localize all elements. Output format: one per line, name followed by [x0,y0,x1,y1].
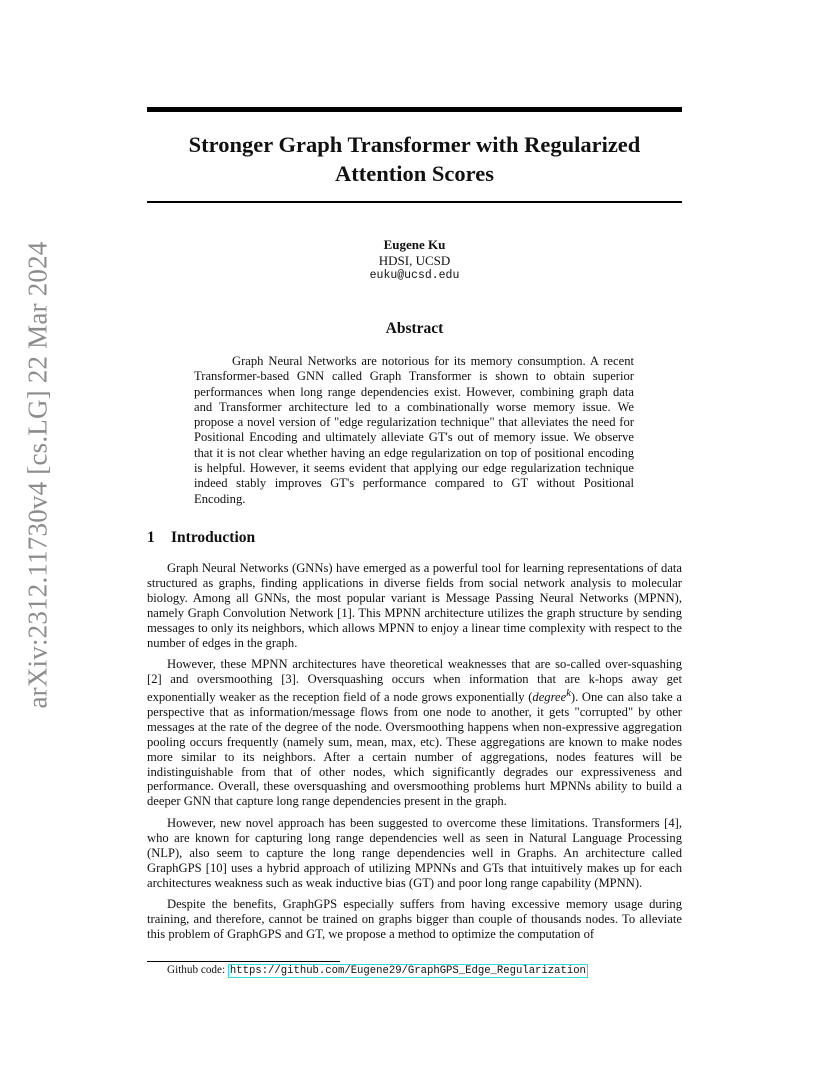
author-block [147,237,682,284]
arxiv-stamp [18,241,58,709]
paper-title: Stronger Graph Transformer with Regularized Attention Scores [188,132,641,186]
introduction-body [147,561,682,948]
title-bottom-rule [147,201,682,203]
math-degree: degree [532,690,567,705]
paragraph: However, new novel approach has been suggested to overcome these limitations. Transformers [4], who are known for capturing long range dependencies well as seen in Natural Language Processing (NLP), also seem to capture the long range dependencies well in Graphs. An architecture called GraphGPS [10] uses a hybrid approach of utilizing MPNNs and GTs that intuitively makes up for each architectures weakness such as weak inductive bias (GT) and poor long range capability (MPNN). [147,815,682,890]
section-title: Introduction [171,529,256,546]
paragraph-text: ). One can also take a perspective that as information/message flows from one node to another, it gets "corrupted" by other messages at the rate of the degree of the node. Oversmoothing happens when non-expressive aggregation pooling occurs frequently (namely sum, mean, max, etc). These aggregations are known to make nodes more similar to its neighbors. After a certain number of aggregations, nodes features will be indistinguishable from that of other nodes, which significantly degrades our expressiveness and performance. Overall, these oversquashing and oversmoothing problems hurt MPNNs ability to build a deeper GNN that capture long range dependencies present in the graph. [147,690,682,809]
paragraph: Graph Neural Networks (GNNs) have emerged as a powerful tool for learning representations of data structured as graphs, finding applications in diverse fields from social network analysis to molecular biology. Among all GNNs, the most popular variant is Message Passing Neural Networks (MPNN), namely Graph Convolution Network [1]. This MPNN architecture utilizes the graph structure by sending messages to only its neighbors, which allows MPNN to enjoy a linear time complexity with respect to the number of edges in the graph. [147,561,682,650]
section-number: 1 [147,529,155,546]
author-name: Eugene Ku [383,237,446,252]
github-link[interactable]: https://github.com/Eugene29/GraphGPS_Edge_Regularization [229,965,586,977]
footnote-label: Github code: [167,964,226,976]
paragraph-text: However, these MPNN architectures have theoretical weaknesses that are so-called over-squashing [2] and oversmoothing [3]. Oversquashing occurs when information that are k-hops away get exponentially weaker as the reception field of a node grows exponentially ( [147,657,682,705]
math-superscript: k [566,687,571,699]
author-email: euku@ucsd.edu [369,269,460,282]
title-top-rule [147,107,682,112]
footnote-rule [147,961,340,962]
abstract-text: Graph Neural Networks are notorious for its memory consumption. A recent Transformer-based GNN called Graph Transformer is shown to obtain superior performances when long range dependencies exist. However, combining graph data and Transformer architecture led to a combinationally worse memory issue. We propose a novel version of "edge regularization technique" that alleviates the need for Positional Encoding and ultimately alleviate GT's out of memory issue. We observe that it is not clear whether having an edge regularization on top of positional encoding is helpful. However, it seems evident that applying our edge regularization technique indeed stably improves GT's performance compared to GT without Positional Encoding. [194,354,634,506]
arxiv-stamp-text: arXiv:2312.11730v4 [cs.LG] 22 Mar 2024 [22,241,53,709]
abstract-heading: Abstract [385,320,444,337]
paragraph [147,657,682,809]
author-affiliation: HDSI, UCSD [378,252,451,268]
paragraph: Despite the benefits, GraphGPS especially suffers from having excessive memory usage during training, and therefore, cannot be trained on graphs bigger than couple of thousands nodes. To alleviate this problem of GraphGPS and GT, we propose a method to optimize the computation of [147,897,682,941]
footnote [167,963,588,978]
section-heading [147,529,255,547]
